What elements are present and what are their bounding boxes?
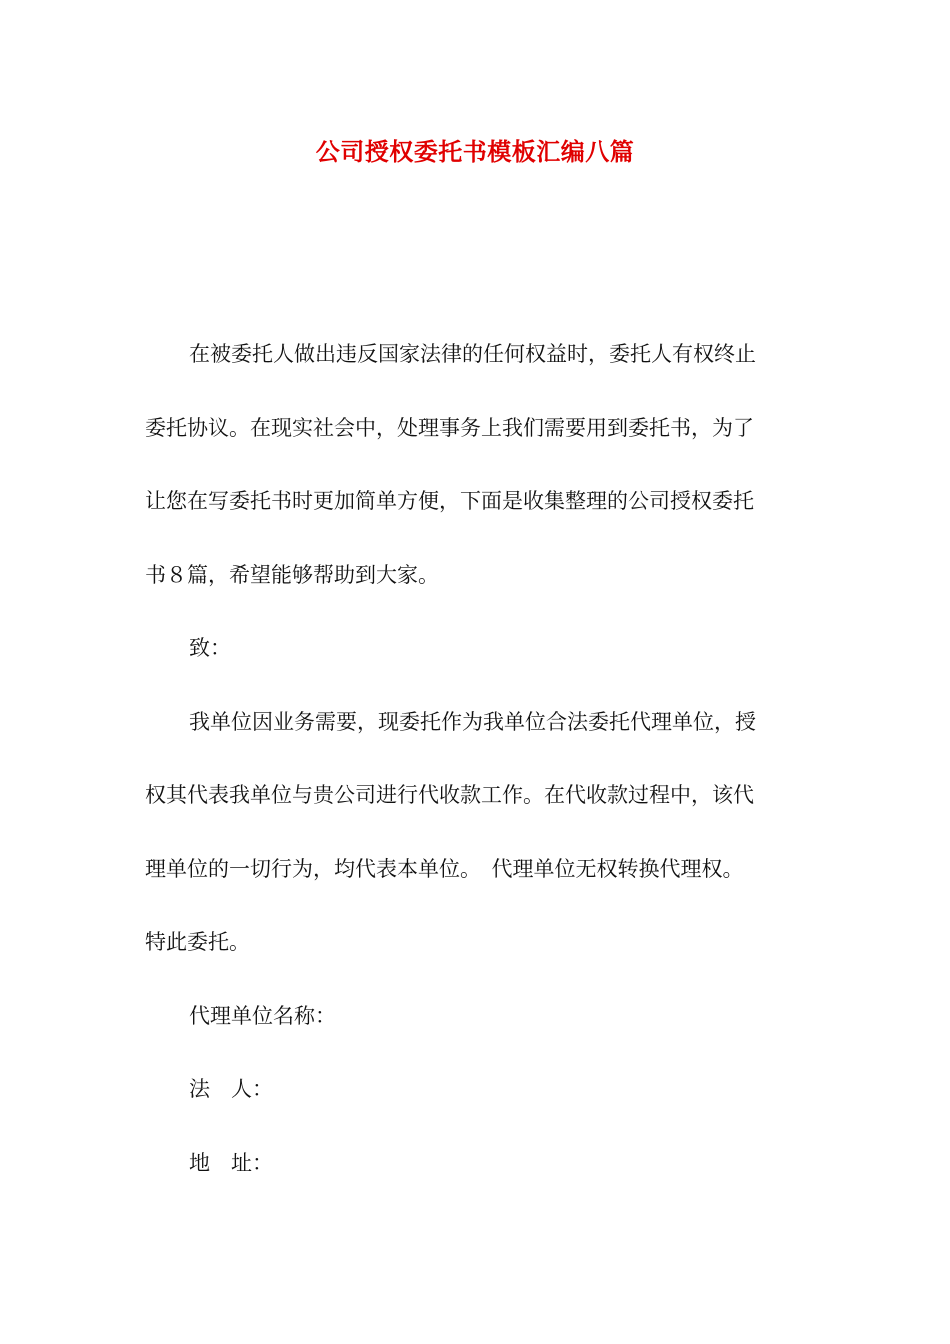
intro-paragraph bbox=[145, 318, 807, 612]
intro-line: 书８篇，希望能够帮助到大家。 bbox=[145, 562, 439, 587]
letter-line: 权其代表我单位与贵公司进行代收款工作。在代收款过程中，该代 bbox=[145, 783, 754, 807]
salutation: 致： bbox=[189, 636, 231, 660]
document-body bbox=[145, 318, 807, 1200]
intro-line: 在被委托人做出违反国家法律的任何权益时，委托人有权终止 bbox=[189, 342, 756, 366]
letter-line: 理单位的一切行为，均代表本单位。 代理单位无权转换代理权。 bbox=[145, 856, 744, 881]
legal-person-field: 法 人： bbox=[189, 1077, 273, 1101]
letter-line: 特此委托。 bbox=[145, 930, 250, 954]
intro-line: 委托协议。在现实社会中，处理事务上我们需要用到委托书，为了 bbox=[145, 415, 754, 440]
letter-paragraph bbox=[145, 686, 807, 980]
document-title: 公司授权委托书模板汇编八篇 bbox=[315, 137, 635, 166]
address-field: 地 址： bbox=[189, 1150, 273, 1175]
letter-line: 我单位因业务需要，现委托作为我单位合法委托代理单位，授 bbox=[189, 709, 756, 734]
intro-line: 让您在写委托书时更加简单方便，下面是收集整理的公司授权委托 bbox=[145, 489, 754, 513]
agent-name-field: 代理单位名称： bbox=[189, 1003, 336, 1028]
